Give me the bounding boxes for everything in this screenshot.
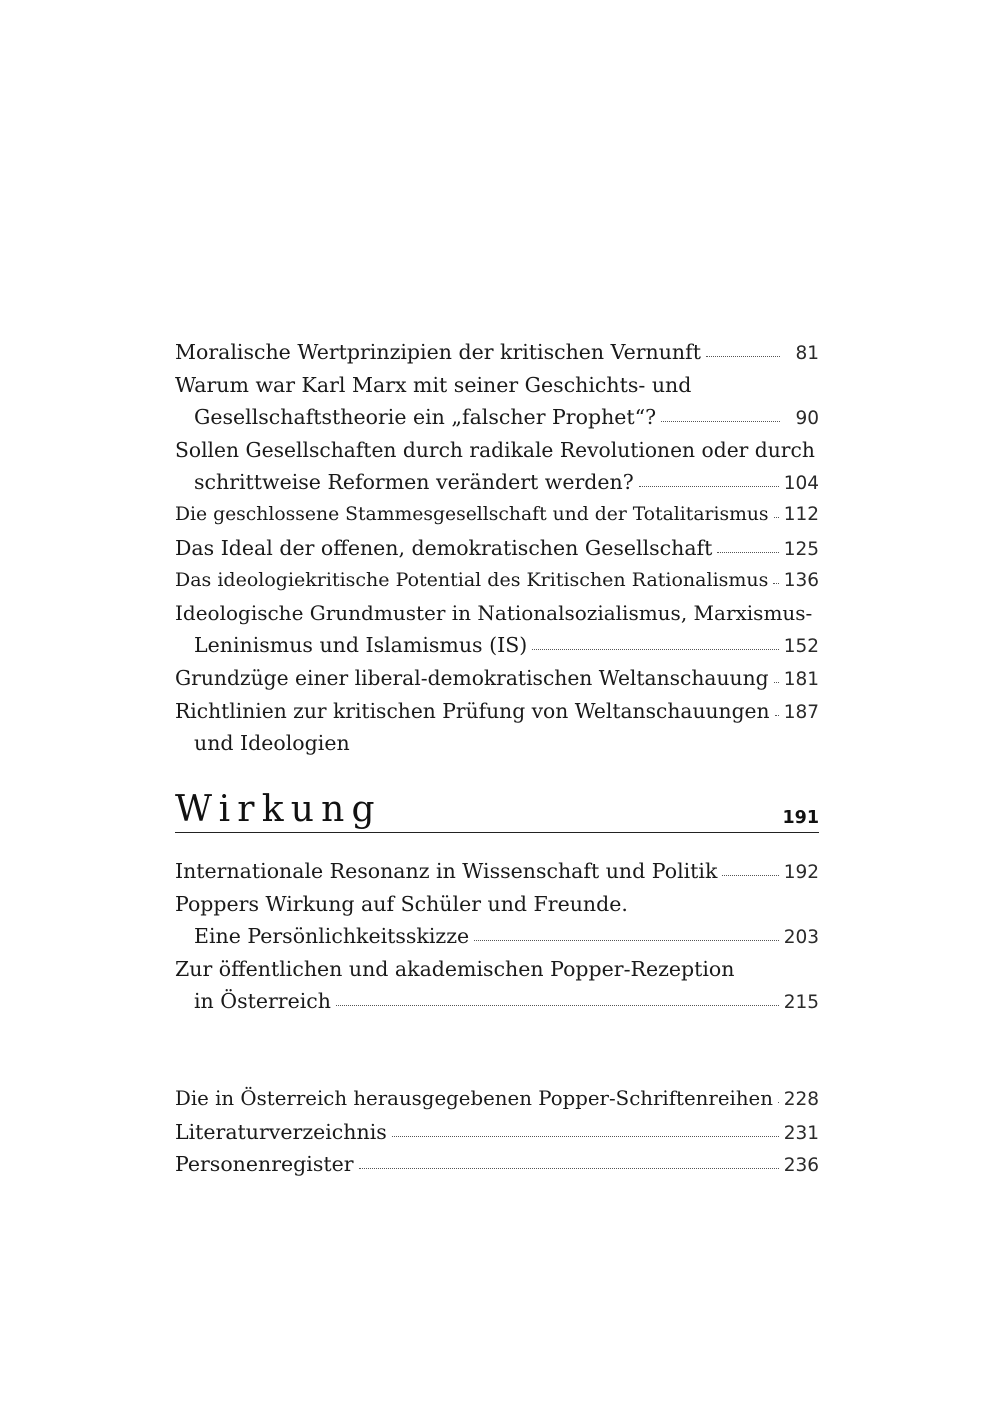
- toc-page-number: 181: [783, 668, 819, 690]
- toc-entry-line: [175, 953, 819, 986]
- dot-leader: [661, 421, 780, 422]
- toc-entry-title: Grundzüge einer liberal-demokratischen Weltanschauung: [175, 665, 769, 690]
- toc-entry-title: Die geschlossene Stammesgesellschaft und der Totalitarismus: [175, 503, 769, 525]
- dot-leader: [774, 517, 779, 518]
- toc-entry-title: Warum war Karl Marx mit seiner Geschichts- und: [175, 372, 692, 397]
- dot-leader: [474, 940, 779, 941]
- toc-entry-line: [175, 695, 819, 728]
- section-title: Wirkung: [175, 789, 382, 830]
- toc-entry: [175, 532, 819, 565]
- toc-entry-title: Leninismus und Islamismus (IS): [194, 633, 528, 658]
- section-heading: [175, 786, 819, 833]
- toc-entry: [175, 695, 819, 760]
- dot-leader: [392, 1136, 779, 1137]
- toc-entry: [175, 434, 819, 499]
- toc-entry-title: Poppers Wirkung auf Schüler und Freunde.: [175, 891, 628, 916]
- toc-entry: [175, 336, 819, 369]
- toc-page-number: 231: [783, 1122, 819, 1144]
- toc-entry-line: [175, 1116, 819, 1149]
- toc-entry-line: [175, 727, 819, 760]
- toc-entry-line: [175, 855, 819, 888]
- toc-page-number: 203: [783, 927, 819, 949]
- toc-entry-line: [175, 985, 819, 1018]
- toc-entry-title: Literaturverzeichnis: [175, 1119, 387, 1144]
- toc-entry-title: Das Ideal der offenen, demokratischen Gesellschaft: [175, 535, 713, 560]
- toc-entry-title: Ideologische Grundmuster in Nationalsozialismus, Marxismus-: [175, 600, 813, 625]
- toc-entry-title: Richtlinien zur kritischen Prüfung von Weltanschauungen: [175, 698, 770, 723]
- toc-entry-title: Moralische Wertprinzipien der kritischen Vernunft: [175, 340, 701, 364]
- toc-page-number: 192: [783, 862, 819, 883]
- toc-entry-title: Das ideologiekritische Potential des Kritischen Rationalismus: [175, 569, 769, 592]
- toc-entry-line: [175, 369, 819, 402]
- toc-entry-line: [175, 1148, 819, 1181]
- dot-leader: [706, 356, 780, 357]
- toc-entry-title: in Österreich: [194, 989, 331, 1014]
- toc-page-number: 187: [783, 701, 819, 723]
- toc-entry-line: [175, 434, 819, 467]
- toc-entry-line: [175, 401, 819, 434]
- toc-entry-title: Eine Persönlichkeitsskizze: [194, 924, 470, 949]
- toc-page-number: 112: [783, 503, 819, 525]
- toc-page-number: 104: [783, 473, 819, 495]
- toc-entry: [175, 1148, 819, 1181]
- toc-entry-title: schrittweise Reformen verändert werden?: [194, 470, 634, 495]
- toc-entry-title: Sollen Gesellschaften durch radikale Revolutionen oder durch: [175, 437, 815, 462]
- toc-entry: [175, 369, 819, 434]
- dot-leader: [639, 486, 779, 487]
- toc-entry-line: [175, 662, 819, 695]
- toc-page-number: 136: [783, 570, 819, 592]
- toc-entry-line: [175, 1083, 819, 1116]
- toc-page-number: 236: [783, 1155, 819, 1177]
- toc-entry: [175, 662, 819, 695]
- dot-leader: [773, 583, 778, 584]
- toc-entry-line: [175, 564, 819, 597]
- toc-entry: [175, 1116, 819, 1149]
- toc-entry-title: Die in Österreich herausgegebenen Popper-Schriftenreihen: [175, 1087, 773, 1110]
- toc-entry: [175, 888, 819, 953]
- toc-entry-title: Gesellschaftstheorie ein „falscher Prophet“?: [194, 405, 657, 430]
- toc-entry-line: [175, 499, 819, 532]
- section-page-number: 191: [782, 808, 819, 828]
- toc-page-number: 90: [795, 408, 819, 430]
- toc-entry-line: [175, 466, 819, 499]
- toc-entry: [175, 953, 819, 1018]
- toc-page-number: 81: [795, 343, 819, 364]
- toc-page-number: 215: [783, 992, 819, 1014]
- dot-leader: [774, 682, 779, 683]
- toc-entry: [175, 597, 819, 662]
- dot-leader: [359, 1168, 779, 1169]
- dot-leader: [722, 875, 778, 876]
- toc-entry-line: [175, 532, 819, 565]
- toc-block-3: [175, 1083, 819, 1181]
- dot-leader: [775, 715, 779, 716]
- toc-entry-line: [175, 336, 819, 369]
- toc-entry-title: Personenregister: [175, 1152, 354, 1177]
- dot-leader: [717, 552, 778, 553]
- toc-entry-line: [175, 629, 819, 662]
- toc-entry-line: [175, 920, 819, 953]
- toc-page-number: 125: [783, 538, 819, 560]
- dot-leader: [532, 649, 778, 650]
- toc-entry: [175, 564, 819, 597]
- toc-entry-title: Internationale Resonanz in Wissenschaft und Politik: [175, 859, 718, 883]
- toc-block-1: [175, 336, 819, 760]
- dot-leader: [336, 1005, 779, 1006]
- toc-entry-title: Zur öffentlichen und akademischen Popper-Rezeption: [175, 956, 735, 981]
- toc-entry-title: und Ideologien: [194, 731, 350, 756]
- toc-entry: [175, 499, 819, 532]
- toc-entry: [175, 855, 819, 888]
- toc-entry-line: [175, 597, 819, 630]
- toc-block-2: [175, 855, 819, 1018]
- dot-leader: [778, 1102, 779, 1103]
- toc-page-number: 228: [783, 1089, 819, 1110]
- toc-page-number: 152: [783, 636, 819, 658]
- toc-entry-line: [175, 888, 819, 921]
- toc-entry: [175, 1083, 819, 1116]
